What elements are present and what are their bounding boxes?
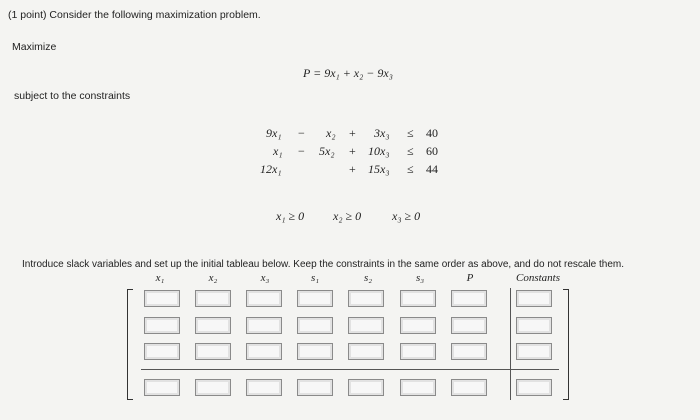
tableau-cell-r2-s2[interactable] <box>348 317 384 334</box>
problem-prompt: (1 point) Consider the following maximization problem. <box>8 9 261 21</box>
tableau-cell-r4-s1[interactable] <box>297 379 333 396</box>
term-x1: x₁ <box>273 144 283 158</box>
tableau-cell-r4-x1[interactable] <box>144 379 180 396</box>
constraint-row <box>0 144 700 162</box>
tableau-cell-r1-constants[interactable] <box>516 290 552 307</box>
tableau-cell-r3-constants[interactable] <box>516 343 552 360</box>
tableau-cell-r2-s1[interactable] <box>297 317 333 334</box>
tableau-divider-vertical <box>510 288 511 400</box>
header-x3: x₃ <box>260 272 270 284</box>
relation: ≤ <box>407 144 414 158</box>
term-x3: 10x₃ <box>368 144 390 158</box>
tableau-cell-r3-x1[interactable] <box>144 343 180 360</box>
rhs-value: 40 <box>426 126 438 140</box>
nonneg-x1: x₁ ≥ 0 <box>276 209 305 223</box>
tableau-cell-r4-x2[interactable] <box>195 379 231 396</box>
term-x3: 15x₃ <box>368 162 390 176</box>
operator: − <box>298 144 305 158</box>
maximize-label: Maximize <box>12 41 57 53</box>
tableau-cell-r4-constants[interactable] <box>516 379 552 396</box>
constraint-row <box>0 126 700 144</box>
tableau-divider-horizontal <box>141 369 559 370</box>
tableau-cell-r3-x3[interactable] <box>246 343 282 360</box>
header-x1: x₁ <box>155 272 165 284</box>
rhs-value: 44 <box>426 162 438 176</box>
operator: + <box>349 126 356 140</box>
constraints-label: subject to the constraints <box>14 90 131 102</box>
rhs-value: 60 <box>426 144 438 158</box>
tableau-cell-r2-x2[interactable] <box>195 317 231 334</box>
tableau-instruction: Introduce slack variables and set up the initial tableau below. Keep the constraints in the same order as above, and do not rescale them. <box>22 259 625 270</box>
tableau-cell-r1-x1[interactable] <box>144 290 180 307</box>
header-s2: s₂ <box>363 272 373 284</box>
header-constants: Constants <box>515 272 560 284</box>
header-s3: s₃ <box>415 272 425 284</box>
tableau-cell-r3-s2[interactable] <box>348 343 384 360</box>
tableau-cell-r4-p[interactable] <box>451 379 487 396</box>
tableau-cell-r3-x2[interactable] <box>195 343 231 360</box>
term-x3: 3x₃ <box>374 126 390 140</box>
tableau-cell-r1-p[interactable] <box>451 290 487 307</box>
relation: ≤ <box>407 162 414 176</box>
term-x2: 5x₂ <box>319 144 335 158</box>
tableau-cell-r4-x3[interactable] <box>246 379 282 396</box>
term-x1: 12x₁ <box>260 162 282 176</box>
tableau-cell-r1-x2[interactable] <box>195 290 231 307</box>
term-x1: 9x₁ <box>266 126 282 140</box>
tableau-cell-r3-p[interactable] <box>451 343 487 360</box>
nonneg-x2: x₂ ≥ 0 <box>333 209 362 223</box>
operator: − <box>298 126 305 140</box>
tableau-right-bracket <box>563 289 569 400</box>
tableau-left-bracket <box>127 289 133 400</box>
constraint-row <box>0 162 700 180</box>
nonneg-x3: x₃ ≥ 0 <box>392 209 421 223</box>
tableau-cell-r1-s2[interactable] <box>348 290 384 307</box>
tableau-cell-r2-s3[interactable] <box>400 317 436 334</box>
tableau-cell-r3-s1[interactable] <box>297 343 333 360</box>
operator: + <box>349 144 356 158</box>
operator: + <box>349 162 356 176</box>
tableau-cell-r2-x1[interactable] <box>144 317 180 334</box>
tableau-cell-r2-x3[interactable] <box>246 317 282 334</box>
tableau-cell-r4-s3[interactable] <box>400 379 436 396</box>
tableau-cell-r3-s3[interactable] <box>400 343 436 360</box>
relation: ≤ <box>407 126 414 140</box>
objective-equation: P = 9x₁ + x₂ − 9x₃ <box>303 66 393 80</box>
tableau-cell-r1-s1[interactable] <box>297 290 333 307</box>
header-x2: x₂ <box>208 272 218 284</box>
header-s1: s₁ <box>310 272 320 284</box>
tableau-cell-r1-x3[interactable] <box>246 290 282 307</box>
tableau-cell-r2-constants[interactable] <box>516 317 552 334</box>
term-x2: x₂ <box>326 126 336 140</box>
tableau-cell-r4-s2[interactable] <box>348 379 384 396</box>
tableau-cell-r1-s3[interactable] <box>400 290 436 307</box>
tableau-cell-r2-p[interactable] <box>451 317 487 334</box>
header-p: P <box>466 272 474 284</box>
